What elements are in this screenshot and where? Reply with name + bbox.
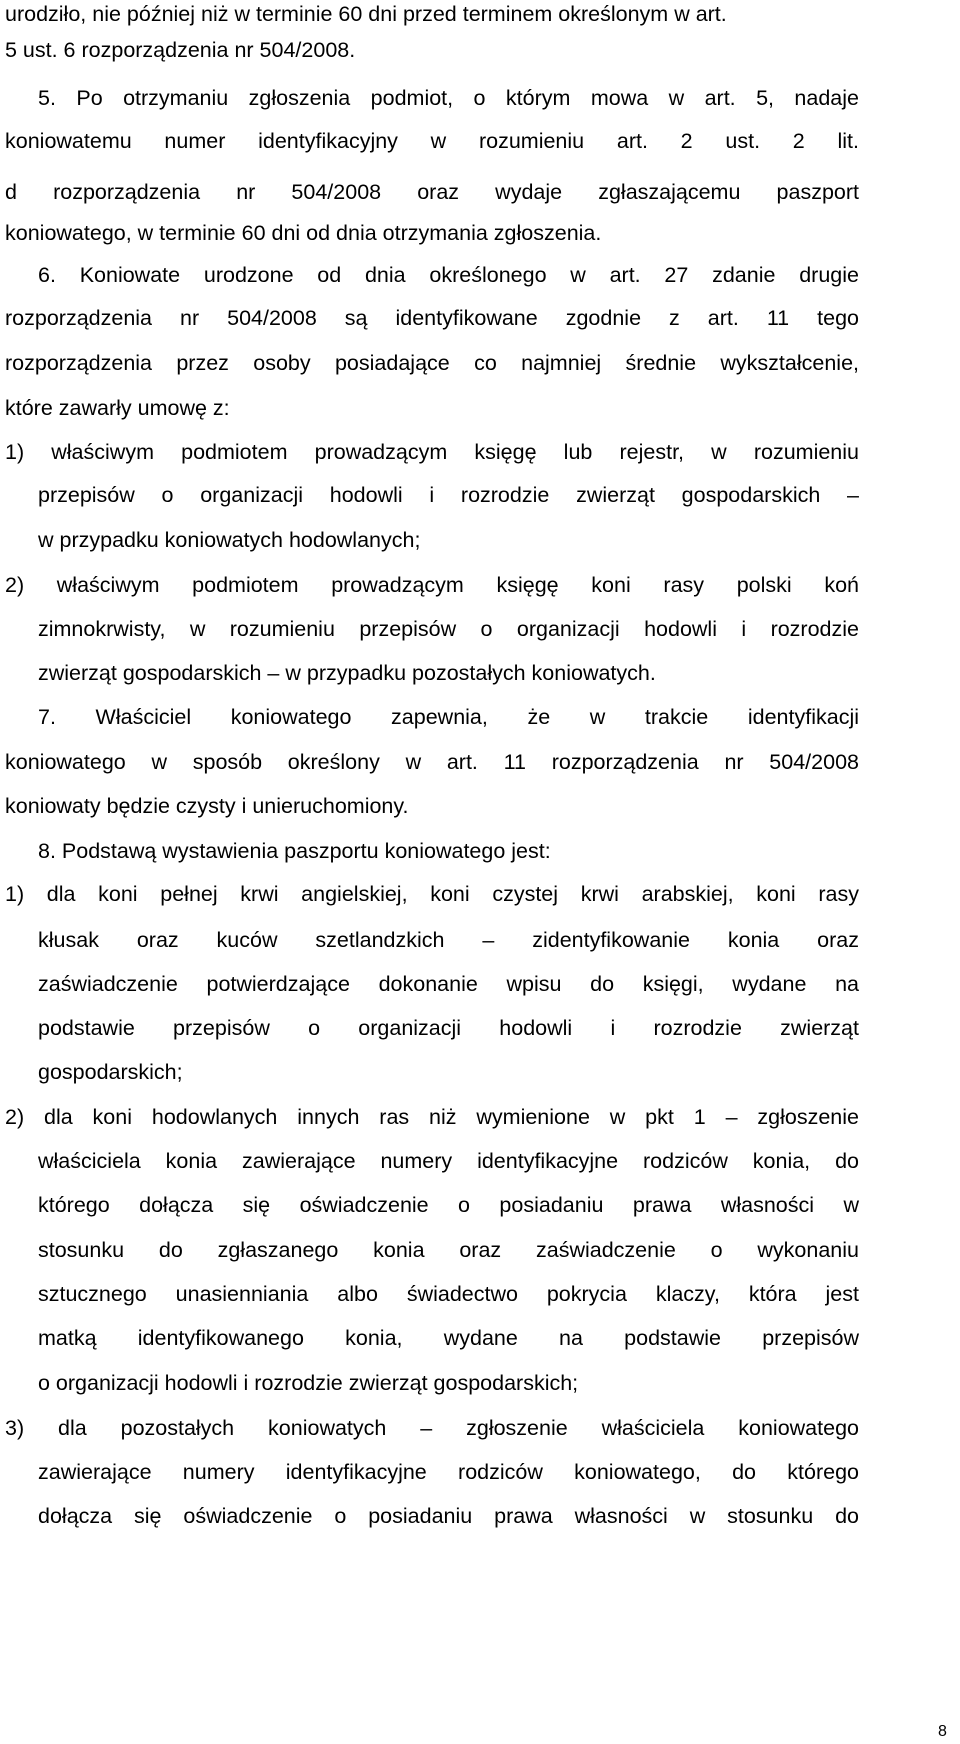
list-item-line: gospodarskich;: [38, 1060, 183, 1084]
text-line: koniowatego w sposób określony w art. 11 rozporządzenia nr 504/2008: [5, 750, 859, 774]
list-item-line: zawierające numery identyfikacyjne rodziców koniowatego, do którego: [38, 1460, 859, 1484]
list-item-line: właściciela konia zawierające numery identyfikacyjne rodziców konia, do: [38, 1149, 859, 1173]
text-line: 5 ust. 6 rozporządzenia nr 504/2008.: [5, 38, 356, 62]
text-line: rozporządzenia przez osoby posiadające co najmniej średnie wykształcenie,: [5, 351, 859, 375]
text-line: koniowatemu numer identyfikacyjny w rozumieniu art. 2 ust. 2 lit.: [5, 129, 859, 153]
list-item-line: przepisów o organizacji hodowli i rozrodzie zwierząt gospodarskich –: [38, 483, 859, 507]
text-line: 5. Po otrzymaniu zgłoszenia podmiot, o którym mowa w art. 5, nadaje: [38, 86, 859, 110]
text-line: 7. Właściciel koniowatego zapewnia, że w trakcie identyfikacji: [38, 705, 859, 729]
text-line: d rozporządzenia nr 504/2008 oraz wydaje zgłaszającemu paszport: [5, 180, 859, 204]
text-line: koniowatego, w terminie 60 dni od dnia otrzymania zgłoszenia.: [5, 221, 602, 245]
text-line: 8. Podstawą wystawienia paszportu koniowatego jest:: [38, 839, 551, 863]
list-item-line: sztucznego unasienniania albo świadectwo pokrycia klaczy, która jest: [38, 1282, 859, 1306]
list-item-line: 2) właściwym podmiotem prowadzącym księgę koni rasy polski koń: [5, 573, 859, 597]
text-line: koniowaty będzie czysty i unieruchomiony.: [5, 794, 409, 818]
list-item-line: 1) właściwym podmiotem prowadzącym księgę lub rejestr, w rozumieniu: [5, 440, 859, 464]
text-line: urodziło, nie później niż w terminie 60 dni przed terminem określonym w art.: [5, 2, 727, 26]
list-item-line: podstawie przepisów o organizacji hodowli i rozrodzie zwierząt: [38, 1016, 859, 1040]
list-item-line: zwierząt gospodarskich – w przypadku pozostałych koniowatych.: [38, 661, 656, 685]
list-item-line: stosunku do zgłaszanego konia oraz zaświadczenie o wykonaniu: [38, 1238, 859, 1262]
list-item-line: którego dołącza się oświadczenie o posiadaniu prawa własności w: [38, 1193, 859, 1217]
text-line: które zawarły umowę z:: [5, 396, 230, 420]
list-item-line: o organizacji hodowli i rozrodzie zwierząt gospodarskich;: [38, 1371, 579, 1395]
list-item-line: 2) dla koni hodowlanych innych ras niż wymienione w pkt 1 – zgłoszenie: [5, 1105, 859, 1129]
list-item-line: zaświadczenie potwierdzające dokonanie wpisu do księgi, wydane na: [38, 972, 859, 996]
list-item-line: zimnokrwisty, w rozumieniu przepisów o organizacji hodowli i rozrodzie: [38, 617, 859, 641]
text-line: rozporządzenia nr 504/2008 są identyfikowane zgodnie z art. 11 tego: [5, 306, 859, 330]
list-item-line: w przypadku koniowatych hodowlanych;: [38, 528, 421, 552]
text-line: 6. Koniowate urodzone od dnia określonego w art. 27 zdanie drugie: [38, 263, 859, 287]
list-item-line: dołącza się oświadczenie o posiadaniu prawa własności w stosunku do: [38, 1504, 859, 1528]
list-item-line: matką identyfikowanego konia, wydane na podstawie przepisów: [38, 1326, 859, 1350]
list-item-line: 3) dla pozostałych koniowatych – zgłoszenie właściciela koniowatego: [5, 1416, 859, 1440]
list-item-line: kłusak oraz kuców szetlandzkich – zidentyfikowanie konia oraz: [38, 928, 859, 952]
list-item-line: 1) dla koni pełnej krwi angielskiej, koni czystej krwi arabskiej, koni rasy: [5, 882, 859, 906]
page-number: 8: [938, 1723, 947, 1740]
